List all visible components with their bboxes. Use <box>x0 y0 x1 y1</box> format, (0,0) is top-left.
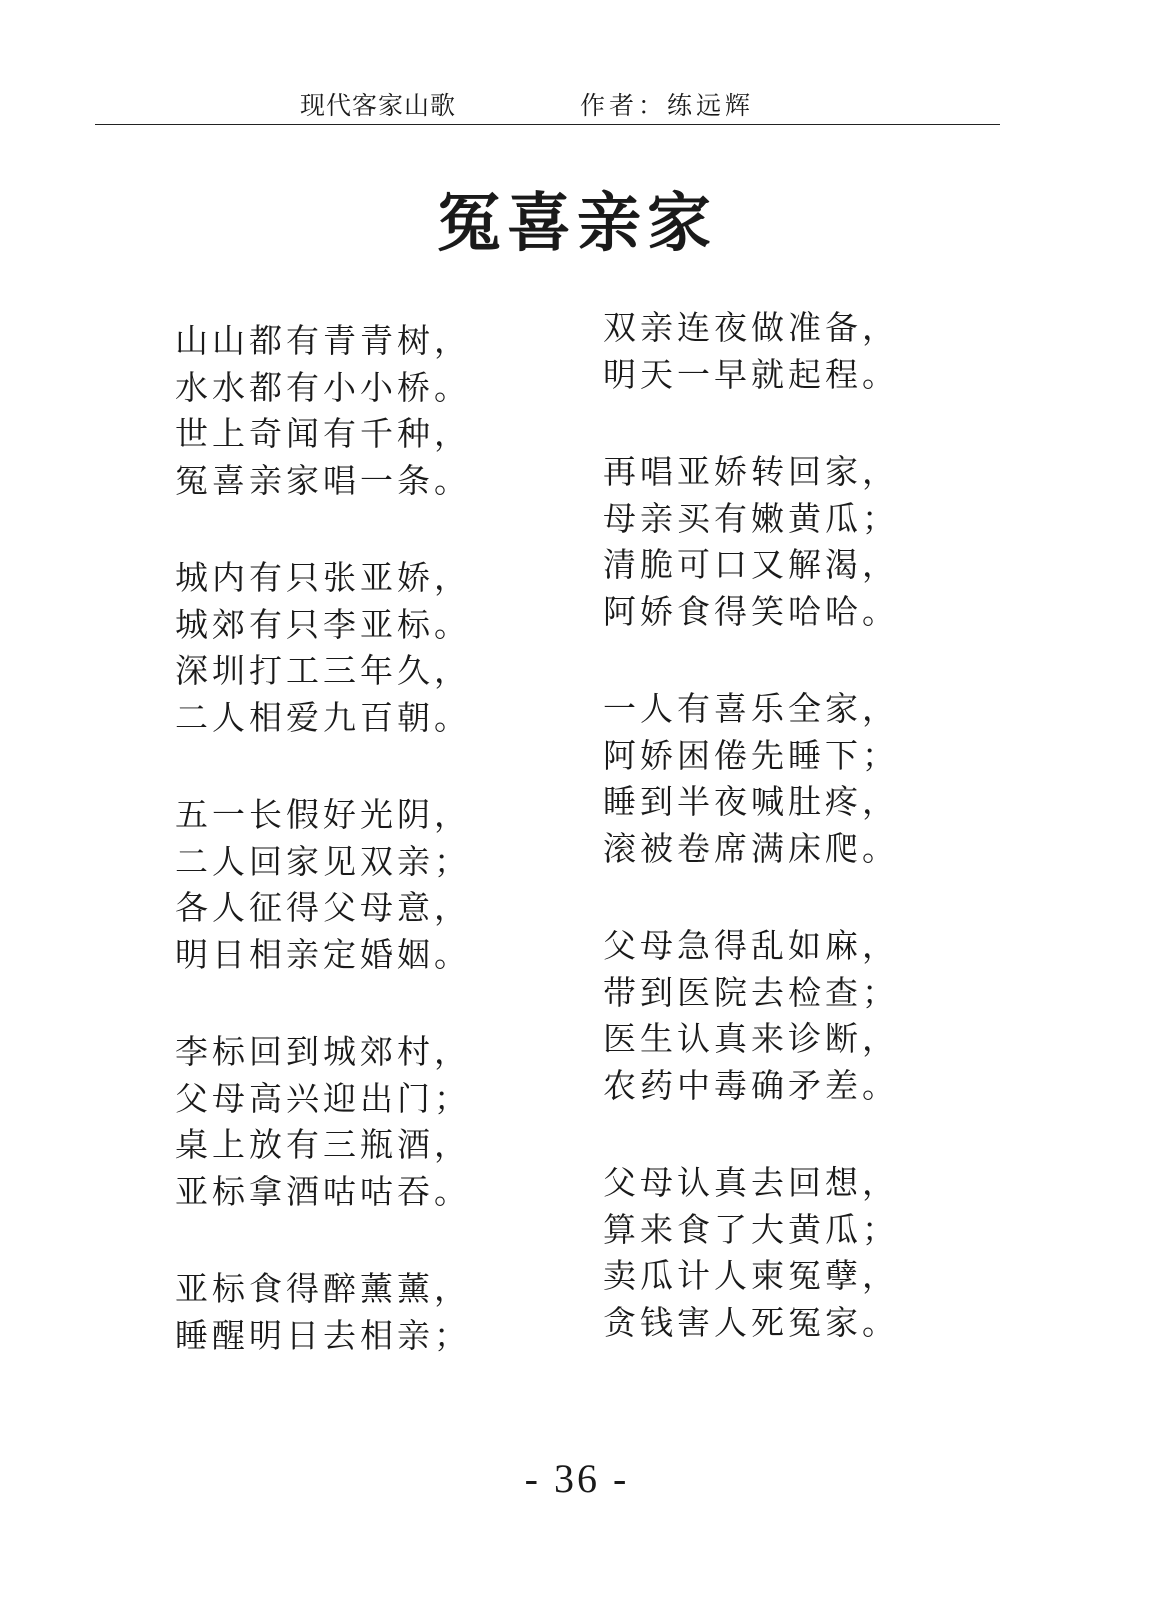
stanza <box>603 449 1023 635</box>
verse-line: 父母高兴迎出门； <box>175 1078 471 1118</box>
verse-line: 滚被卷席满床爬。 <box>603 828 899 868</box>
verse-line: 算来食了大黄瓜； <box>603 1209 899 1249</box>
verse-line: 一人有喜乐全家， <box>603 689 899 728</box>
verse-line: 亚标食得醉薰薰， <box>175 1269 471 1308</box>
verse-line: 母亲买有嫩黄瓜； <box>603 498 899 538</box>
verse-line: 父母认真去回想， <box>603 1163 899 1202</box>
verse-line: 双亲连夜做准备， <box>603 308 899 347</box>
verse-line: 阿娇困倦先睡下； <box>603 735 899 775</box>
verse-line: 二人相爱九百朝。 <box>175 697 471 737</box>
verse-line: 桌上放有三瓶酒， <box>175 1125 471 1164</box>
author-credit: 作者：练远辉 <box>580 91 755 120</box>
stanza <box>175 555 595 741</box>
verse-line: 五一长假好光阴， <box>175 795 471 834</box>
verse-line: 各人征得父母意， <box>175 888 471 927</box>
verse-line: 深圳打工三年久， <box>175 651 471 690</box>
verse-line: 明天一早就起程。 <box>603 354 899 394</box>
stanza <box>603 686 1023 872</box>
stanza <box>603 923 1023 1109</box>
book-title: 现代客家山歌 <box>300 91 457 120</box>
verse-line: 卖瓜计人柬冤孽， <box>603 1256 899 1295</box>
verse-line: 医生认真来诊断， <box>603 1019 899 1058</box>
page-number: - 36 - <box>524 1456 630 1501</box>
verse-line: 二人回家见双亲； <box>175 841 471 881</box>
poem-title: 冤喜亲家 <box>437 186 717 261</box>
verse-line: 世上奇闻有千种， <box>175 414 471 453</box>
verse-line: 清脆可口又解渴， <box>603 545 899 584</box>
verse-line: 带到医院去检查； <box>603 972 899 1012</box>
verse-line: 山山都有青青树， <box>175 321 471 360</box>
verse-line: 李标回到城郊村， <box>175 1032 471 1071</box>
verse-line: 父母急得乱如麻， <box>603 926 899 965</box>
right-column <box>603 305 1023 1397</box>
verse-line: 亚标拿酒咕咕吞。 <box>175 1171 471 1211</box>
verse-line: 阿娇食得笑哈哈。 <box>603 591 899 631</box>
verse-line: 城郊有只李亚标。 <box>175 604 471 644</box>
stanza <box>175 1266 595 1359</box>
stanza <box>175 792 595 978</box>
verse-line: 明日相亲定婚姻。 <box>175 934 471 974</box>
stanza <box>175 1029 595 1215</box>
stanza <box>603 305 1023 398</box>
running-header <box>95 86 1000 126</box>
header-divider <box>95 124 1000 125</box>
verse-line: 睡到半夜喊肚疼， <box>603 782 899 821</box>
verse-line: 农药中毒确矛差。 <box>603 1065 899 1105</box>
verse-line: 水水都有小小桥。 <box>175 367 471 407</box>
left-column <box>175 318 595 1410</box>
stanza <box>175 318 595 504</box>
verse-line: 再唱亚娇转回家， <box>603 452 899 491</box>
verse-line: 城内有只张亚娇， <box>175 558 471 597</box>
verse-line: 冤喜亲家唱一条。 <box>175 460 471 500</box>
verse-line: 睡醒明日去相亲； <box>175 1315 471 1355</box>
verse-line: 贪钱害人死冤家。 <box>603 1302 899 1342</box>
stanza <box>603 1160 1023 1346</box>
